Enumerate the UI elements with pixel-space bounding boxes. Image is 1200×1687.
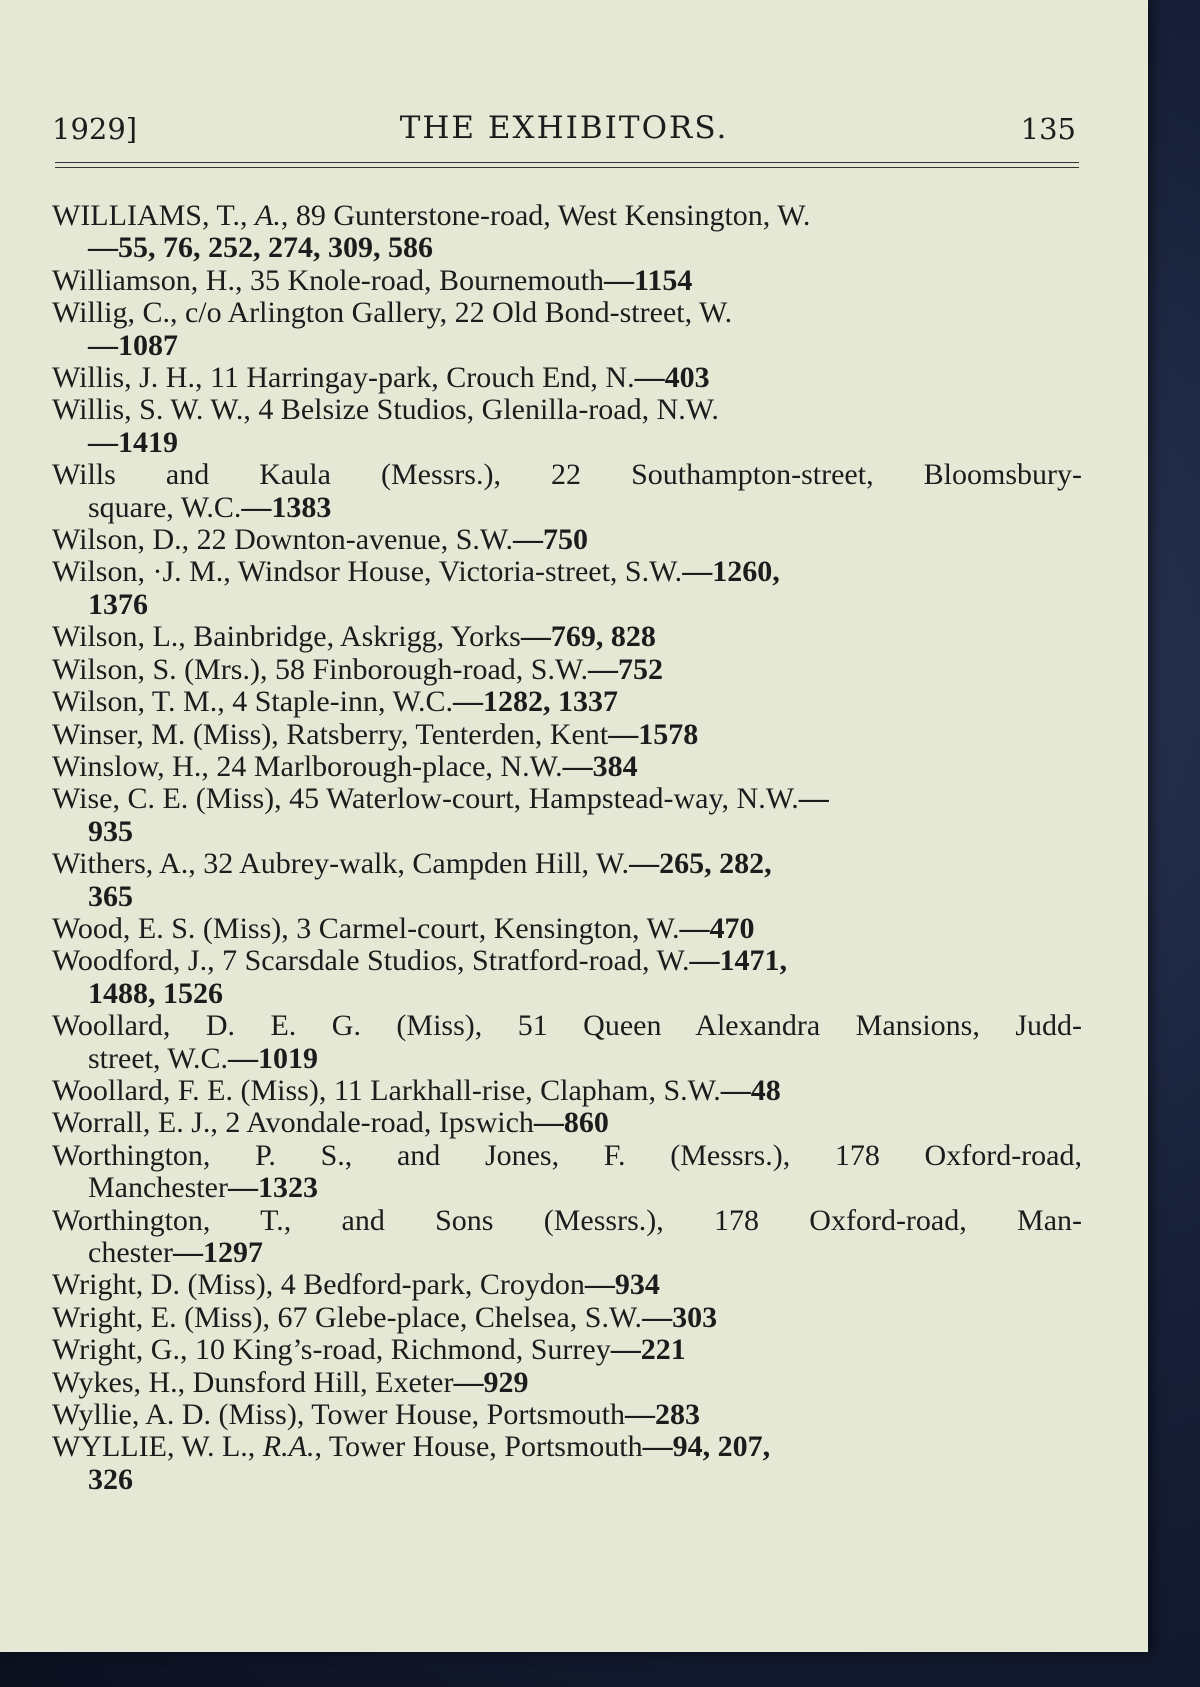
entry-line (52, 783, 1082, 815)
entry-line (52, 621, 1082, 653)
catalogue-numbers: 935 (88, 814, 133, 848)
header-rule (55, 162, 1079, 163)
entry-text: , Tower House, Portsmouth (314, 1430, 643, 1464)
entry-text: Worthington, T., and Sons (Messrs.), 178 Oxford-road, Man- (52, 1203, 1082, 1237)
catalogue-numbers: —283 (625, 1398, 701, 1432)
exhibitor-entry (52, 848, 1082, 913)
exhibitor-entry (52, 1140, 1082, 1205)
entry-continuation (52, 978, 1082, 1010)
header-year: 1929] (52, 112, 138, 146)
entry-continuation (52, 1043, 1082, 1075)
entry-text: Wood, E. S. (Miss), 3 Carmel-court, Kensington, W. (52, 911, 680, 945)
entry-line (52, 1075, 1082, 1107)
exhibitor-entry (52, 459, 1082, 524)
exhibitor-entry (52, 556, 1082, 621)
entry-line (52, 1010, 1082, 1042)
catalogue-numbers: 365 (88, 879, 133, 913)
entry-text: Willis, J. H., 11 Harringay-park, Crouch End, N. (52, 361, 635, 395)
entry-line (52, 265, 1082, 297)
entry-line (52, 1269, 1082, 1301)
entry-line (52, 913, 1082, 945)
entry-text: chester (88, 1236, 173, 1269)
exhibitor-entry (52, 1302, 1082, 1334)
catalogue-numbers: —1383 (241, 490, 332, 524)
entry-text: Winser, M. (Miss), Ratsberry, Tenterden, Kent (52, 717, 609, 751)
entry-line (52, 394, 1082, 426)
exhibitor-entry (52, 1367, 1082, 1399)
entry-text: Wilson, ·J. M., Windsor House, Victoria-street, S.W. (52, 555, 683, 589)
entry-line (52, 1367, 1082, 1399)
catalogue-numbers: —303 (642, 1300, 718, 1334)
page-title: THE EXHIBITORS. (399, 110, 729, 146)
catalogue-numbers: —1323 (227, 1171, 318, 1205)
entry-continuation (52, 1172, 1082, 1204)
entry-text: Wyllie, A. D. (Miss), Tower House, Portsmouth (52, 1398, 626, 1432)
entry-line (52, 524, 1082, 556)
catalogue-numbers: —1260, (682, 555, 780, 589)
entry-continuation (52, 589, 1082, 621)
entry-continuation (52, 330, 1082, 362)
entry-text: Withers, A., 32 Aubrey-walk, Campden Hill, W. (52, 847, 630, 881)
entry-degree: R.A. (262, 1430, 315, 1464)
entry-text: Worthington, P. S., and Jones, F. (Messrs.), 178 Oxford-road, (52, 1138, 1082, 1172)
entry-line (52, 459, 1082, 491)
entry-text: Wise, C. E. (Miss), 45 Waterlow-court, Hampstead-way, N.W. (52, 782, 799, 816)
entry-line (52, 848, 1082, 880)
entry-text: Wills and Kaula (Messrs.), 22 Southampton-street, Bloomsbury- (52, 458, 1082, 492)
entry-text: WILLIAMS, T., (52, 199, 256, 232)
entry-line (52, 1431, 1082, 1463)
exhibitor-entry (52, 394, 1082, 459)
entry-continuation (52, 492, 1082, 524)
entry-text: Wilson, S. (Mrs.), 58 Finborough-road, S.W. (52, 652, 589, 686)
catalogue-numbers: —1578 (608, 717, 699, 751)
catalogue-numbers: —470 (679, 911, 755, 945)
entry-line (52, 1302, 1082, 1334)
entry-text: Wright, E. (Miss), 67 Glebe-place, Chelsea, S.W. (52, 1300, 643, 1334)
entry-line (52, 556, 1082, 588)
entry-text: Woollard, D. E. G. (Miss), 51 Queen Alexandra Mansions, Judd- (52, 1009, 1082, 1043)
exhibitor-list (52, 200, 1082, 1496)
exhibitor-entry (52, 1107, 1082, 1139)
exhibitor-entry (52, 1269, 1082, 1301)
entry-line (52, 362, 1082, 394)
catalogue-numbers: 1376 (88, 587, 148, 621)
entry-text: Wilson, D., 22 Downton-avenue, S.W. (52, 523, 513, 557)
entry-text: Worrall, E. J., 2 Avondale-road, Ipswich (52, 1106, 534, 1140)
entry-continuation (52, 1464, 1082, 1496)
catalogue-numbers: —55, 76, 252, 274, 309, 586 (88, 231, 433, 265)
entry-line (52, 945, 1082, 977)
catalogue-numbers: —1471, (689, 944, 787, 978)
entry-text: Wilson, L., Bainbridge, Askrigg, Yorks (52, 620, 521, 654)
entry-text: Williamson, H., 35 Knole-road, Bournemouth (52, 263, 605, 297)
entry-text: Winslow, H., 24 Marlborough-place, N.W. (52, 749, 563, 783)
exhibitor-entry (52, 1334, 1082, 1366)
entry-line (52, 1205, 1082, 1237)
entry-text: square, W.C. (88, 490, 242, 524)
entry-text: Willig, C., c/o Arlington Gallery, 22 Old Bond-street, W. (52, 296, 733, 330)
catalogue-numbers: —221 (610, 1333, 686, 1367)
entry-text: Wykes, H., Dunsford Hill, Exeter (52, 1365, 454, 1399)
catalogue-numbers: —929 (453, 1365, 529, 1399)
entry-continuation (52, 881, 1082, 913)
page-number: 135 (1020, 112, 1076, 146)
catalogue-numbers: —1282, 1337 (453, 685, 619, 719)
catalogue-numbers: —403 (634, 361, 710, 395)
exhibitor-entry (52, 783, 1082, 848)
entry-text: Wilson, T. M., 4 Staple-inn, W.C. (52, 685, 454, 719)
exhibitor-entry (52, 1010, 1082, 1075)
entry-line (52, 719, 1082, 751)
running-header (52, 108, 1076, 152)
entry-continuation (52, 427, 1082, 459)
exhibitor-entry (52, 719, 1082, 751)
exhibitor-entry (52, 297, 1082, 362)
exhibitor-entry (52, 945, 1082, 1010)
entry-line (52, 1140, 1082, 1172)
exhibitor-entry (52, 621, 1082, 653)
exhibitor-entry (52, 1399, 1082, 1431)
entry-line (52, 1399, 1082, 1431)
exhibitor-entry (52, 1075, 1082, 1107)
catalogue-numbers: —1297 (172, 1236, 263, 1269)
catalogue-numbers: —1419 (88, 425, 178, 459)
exhibitor-entry (52, 1205, 1082, 1270)
catalogue-numbers: —48 (720, 1073, 781, 1107)
entry-line (52, 297, 1082, 329)
catalogue-numbers: 1488, 1526 (88, 976, 223, 1010)
entry-line (52, 654, 1082, 686)
exhibitor-entry (52, 1431, 1082, 1496)
catalogue-numbers: —752 (588, 652, 664, 686)
entry-text: Manchester (88, 1171, 228, 1205)
entry-continuation (52, 816, 1082, 848)
catalogue-numbers: —1019 (228, 1041, 318, 1075)
exhibitor-entry (52, 913, 1082, 945)
entry-line (52, 1334, 1082, 1366)
exhibitor-entry (52, 654, 1082, 686)
entry-text: Woodford, J., 7 Scarsdale Studios, Stratford-road, W. (52, 944, 690, 978)
exhibitor-entry (52, 751, 1082, 783)
entry-line (52, 1107, 1082, 1139)
entry-degree: A. (255, 199, 281, 232)
entry-text: Willis, S. W. W., 4 Belsize Studios, Glenilla-road, N.W. (52, 393, 719, 427)
catalogue-numbers: —769, 828 (520, 620, 656, 654)
catalogue-numbers: —94, 207, (642, 1430, 771, 1464)
exhibitor-entry (52, 265, 1082, 297)
entry-continuation (52, 1237, 1082, 1269)
catalogue-numbers: —750 (512, 523, 588, 557)
catalogue-numbers: — (798, 782, 829, 816)
entry-line (52, 200, 1082, 232)
entry-text: street, W.C. (88, 1041, 228, 1075)
entry-text: , 89 Gunterstone-road, West Kensington, W. (280, 199, 811, 232)
entry-text: Wright, G., 10 King’s-road, Richmond, Surrey (52, 1333, 611, 1367)
entry-line (52, 751, 1082, 783)
header-rule (55, 167, 1079, 168)
entry-line (52, 686, 1082, 718)
catalogue-numbers: —934 (584, 1268, 660, 1302)
catalogue-numbers: —265, 282, (629, 847, 772, 881)
exhibitor-entry (52, 362, 1082, 394)
entry-text: Woollard, F. E. (Miss), 11 Larkhall-rise, Clapham, S.W. (52, 1073, 721, 1107)
entry-text: Wright, D. (Miss), 4 Bedford-park, Croydon (52, 1268, 585, 1302)
exhibitor-entry (52, 686, 1082, 718)
exhibitor-entry (52, 524, 1082, 556)
catalogue-numbers: —1087 (88, 328, 178, 362)
catalogue-numbers: 326 (88, 1462, 133, 1496)
entry-text: WYLLIE, W. L., (52, 1430, 263, 1464)
catalogue-numbers: —1154 (604, 263, 693, 297)
catalogue-numbers: —860 (533, 1106, 609, 1140)
catalogue-numbers: —384 (562, 749, 638, 783)
exhibitor-entry (52, 200, 1082, 265)
entry-continuation (52, 232, 1082, 264)
